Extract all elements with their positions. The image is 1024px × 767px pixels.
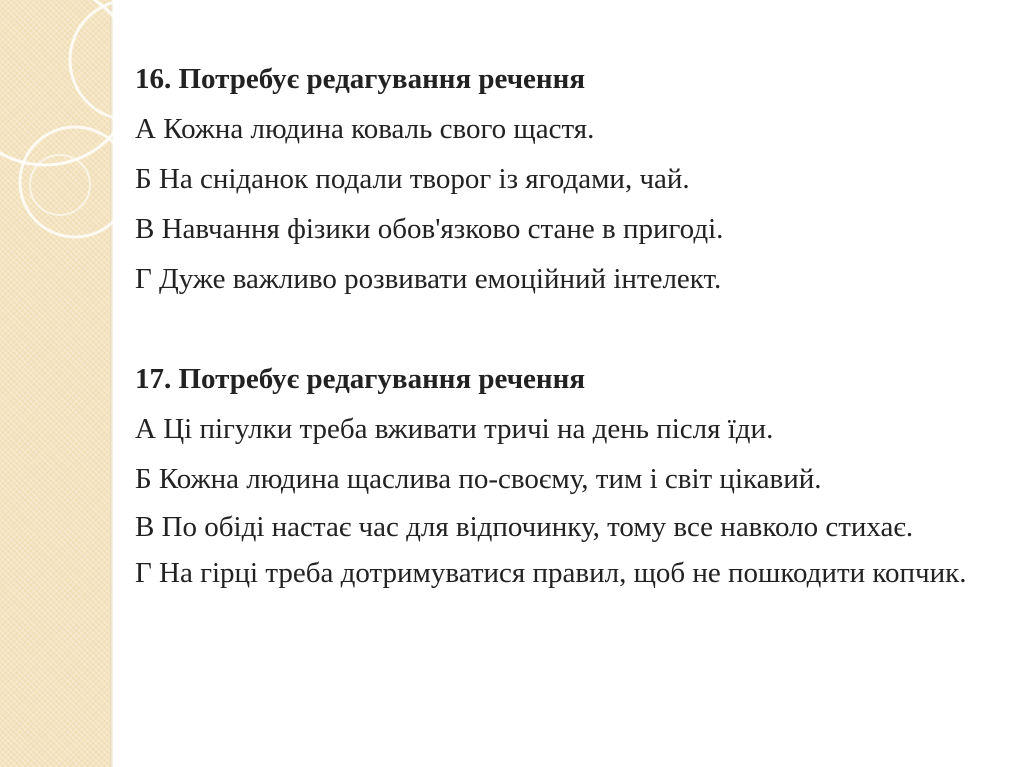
section-spacer <box>135 304 1010 354</box>
question-17-option-c: В По обіді настає час для відпочинку, тому все навколо стихає. <box>135 511 914 543</box>
question-16-option-b: Б На сніданок подали творог із ягодами, чай. <box>135 163 690 195</box>
question-16-option-a: А Кожна людина коваль свого щастя. <box>135 113 595 145</box>
slide-content <box>135 54 1010 596</box>
question-16-option-d: Г Дуже важливо розвивати емоційний інтелект. <box>135 263 722 295</box>
question-17-option-a: А Ці пігулки треба вживати тричі на день після їди. <box>135 413 774 445</box>
ring-large <box>0 0 135 165</box>
question-17-option-d: Г На гірці треба дотримуватися правил, щоб не пошкодити копчик. <box>135 557 967 589</box>
question-17-heading: 17. Потребує редагування речення <box>135 363 586 395</box>
question-16-option-c: В Навчання фізики обов'язково стане в пригоді. <box>135 213 724 245</box>
question-17-option-b: Б Кожна людина щаслива по-своєму, тим і світ цікавий. <box>135 463 822 495</box>
ring-small <box>20 127 130 237</box>
question-16-heading: 16. Потребує редагування речення <box>135 63 586 95</box>
